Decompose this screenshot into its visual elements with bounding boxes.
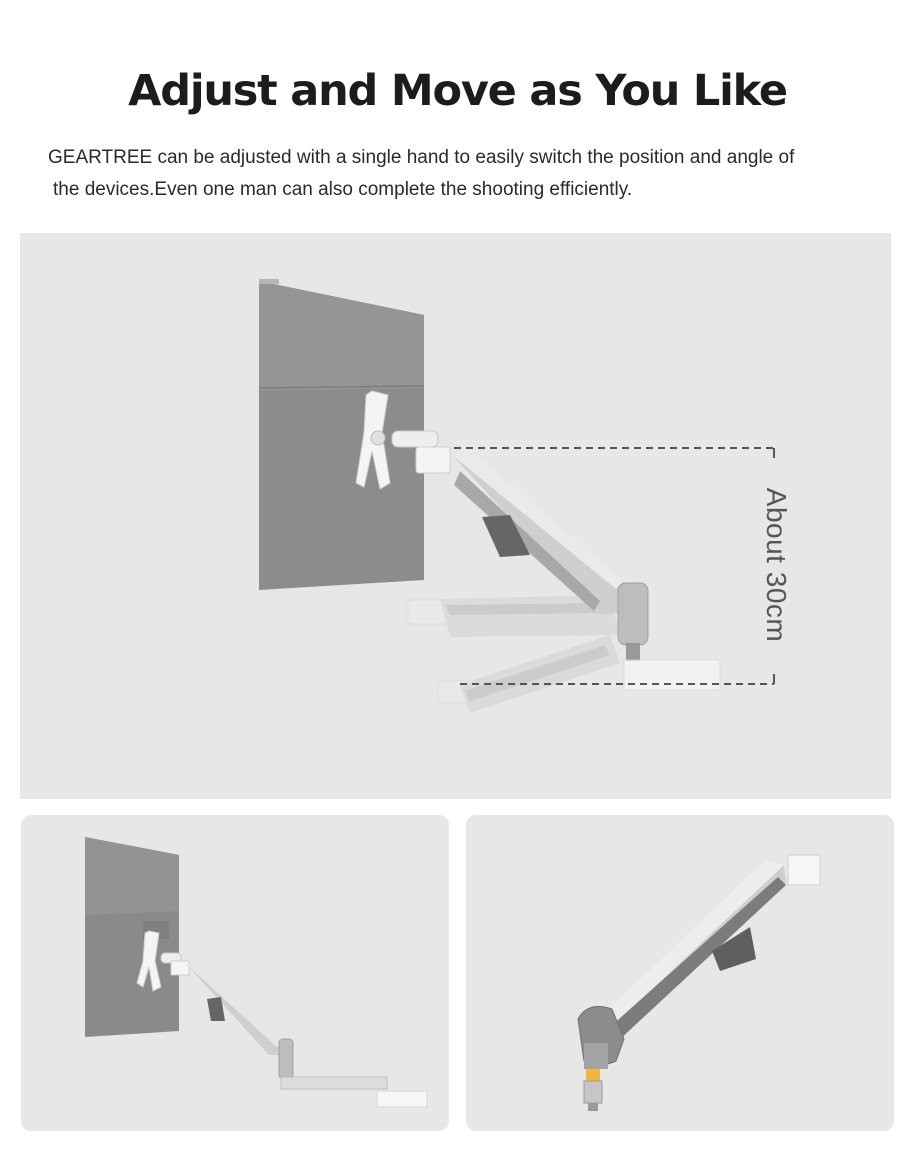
range-label-container (756, 465, 796, 665)
monitor-arm-side-illustration (21, 815, 449, 1131)
page-title: Adjust and Move as You Like (128, 66, 787, 116)
side-view-panel (21, 815, 449, 1131)
description-line-2: the devices.Even one man can also complete the shooting efficiently. (53, 179, 633, 200)
description (48, 142, 888, 206)
ghost-arm-positions (408, 595, 620, 713)
arm-closeup-panel (466, 815, 894, 1131)
description-line-1: GEARTREE can be adjusted with a single hand to easily switch the position and angle of (48, 147, 795, 168)
arm-closeup-illustration (466, 815, 894, 1131)
range-label: About 30cm (761, 487, 792, 643)
